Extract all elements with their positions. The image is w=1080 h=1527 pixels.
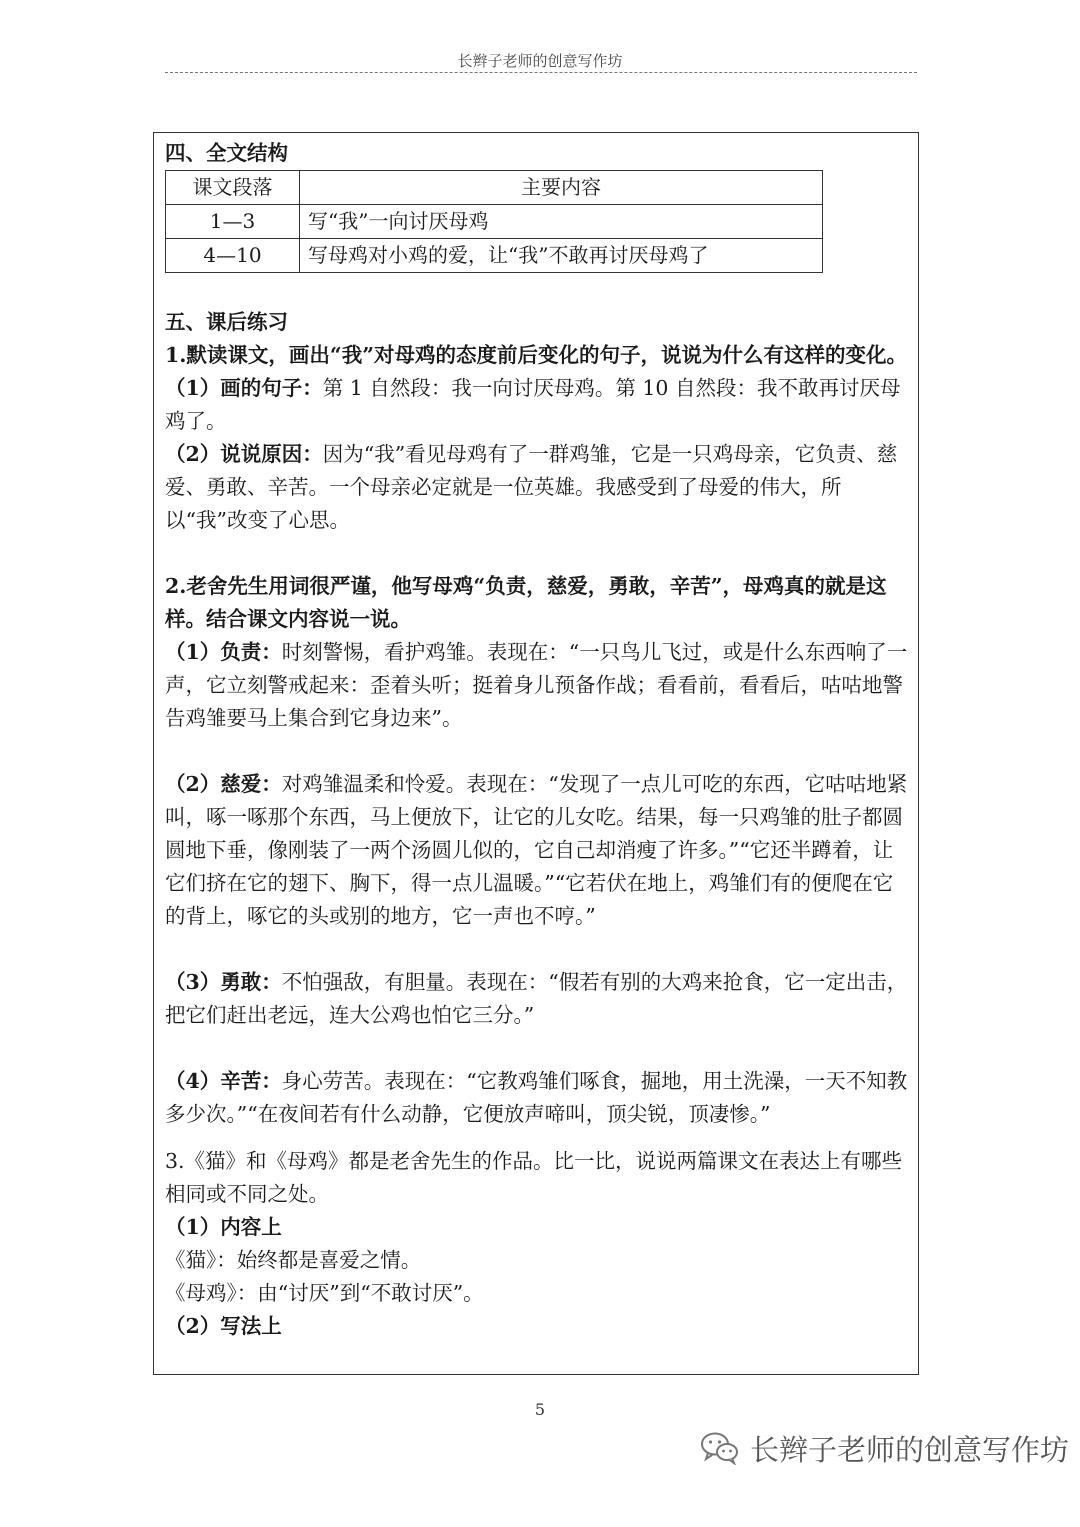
header-rule: [165, 72, 917, 73]
q2-answer-4: [165, 1065, 908, 1131]
q1-answer-1: [165, 372, 908, 438]
q2-answer-1: [165, 636, 908, 735]
q3-answer-2-label: （2）写法上: [165, 1314, 282, 1338]
watermark: [700, 1428, 1069, 1468]
q3-line-hen: 《母鸡》：由“讨厌”到“不敢讨厌”。: [165, 1281, 484, 1305]
spacer: [165, 1131, 908, 1145]
structure-table: [165, 170, 823, 273]
table-cell: 1—3: [166, 205, 300, 239]
answer-label: （1）画的句子：: [165, 376, 323, 400]
q3-answer-1-label: （1）内容上: [165, 1215, 282, 1239]
spacer: [165, 273, 908, 306]
answer-label: （2）说说原因：: [165, 442, 323, 466]
table-cell: 写母鸡对小鸡的爱，让“我”不敢再讨厌母鸡了: [300, 239, 823, 273]
q2-answer-3: [165, 966, 908, 1032]
answer-text: 身心劳苦。表现在：“它教鸡雏们啄食，掘地，用土洗澡，一天不知教多少次。”“在夜间若有什么动静，它便放声啼叫，顶尖锐，顶凄惨。”: [165, 1069, 908, 1126]
q1-question: 1.默读课文，画出“我”对母鸡的态度前后变化的句子，说说为什么有这样的变化。: [165, 343, 907, 367]
section5-heading: 五、课后练习: [165, 310, 288, 334]
answer-label: （4）辛苦：: [165, 1069, 282, 1093]
q2-answer-2: [165, 768, 908, 933]
answer-text: 因为“我”看见母鸡有了一群鸡雏，它是一只鸡母亲，它负责、慈爱、勇敢、辛苦。一个母亲必定就是一位英雄。我感受到了母爱的伟大，所以“我”改变了心思。: [165, 442, 898, 532]
answer-label: （2）慈爱：: [165, 772, 282, 796]
answer-text: 不怕强敌，有胆量。表现在：“假若有别的大鸡来抢食，它一定出击，把它们赶出老远，连大公鸡也怕它三分。”: [165, 970, 908, 1027]
table-cell: 写“我”一向讨厌母鸡: [300, 205, 823, 239]
table-header-row: [166, 171, 823, 205]
spacer: [165, 537, 908, 570]
col-header-content: 主要内容: [300, 171, 823, 205]
table-row: [166, 205, 823, 239]
answer-label: （3）勇敢：: [165, 970, 282, 994]
answer-text: 时刻警惕，看护鸡雏。表现在：“一只鸟儿飞过，或是什么东西响了一声，它立刻警戒起来：歪着头听；挺着身儿预备作战；看看前，看看后，咕咕地警告鸡雏要马上集合到它身边来”。: [165, 640, 908, 730]
table-cell: 4—10: [166, 239, 300, 273]
spacer: [165, 735, 908, 768]
q3-line-cat: 《猫》：始终都是喜爱之情。: [165, 1248, 422, 1272]
col-header-paragraph: 课文段落: [166, 171, 300, 205]
page-header: 长辫子老师的创意写作坊: [457, 52, 623, 70]
answer-label: （1）负责：: [165, 640, 282, 664]
spacer: [165, 1032, 908, 1065]
spacer: [165, 933, 908, 966]
section4-heading: 四、全文结构: [165, 141, 288, 165]
table-row: [166, 239, 823, 273]
q2-question: 2.老舍先生用词很严谨，他写母鸡“负责，慈爱，勇敢，辛苦”，母鸡真的就是这样。结合课文内容说一说。: [165, 574, 887, 631]
q3-question: 3.《猫》和《母鸡》都是老舍先生的作品。比一比，说说两篇课文在表达上有哪些相同或不同之处。: [165, 1149, 903, 1206]
answer-text: 第 1 自然段：我一向讨厌母鸡。第 10 自然段：我不敢再讨厌母鸡了。: [165, 376, 901, 433]
watermark-text: 长辫子老师的创意写作坊: [750, 1432, 1070, 1467]
q1-answer-2: [165, 438, 908, 537]
wechat-icon: [700, 1431, 740, 1465]
page-number: 5: [534, 1400, 546, 1419]
answer-text: 对鸡雏温柔和怜爱。表现在：“发现了一点儿可吃的东西，它咕咕地紧叫，啄一啄那个东西，马上便放下，让它的儿女吃。结果，每一只鸡雏的肚子都圆圆地下垂，像刚装了一两个汤圆儿似的，它自己却消瘦了许多。”“它还半蹲着，让它们挤在它的翅下、胸下，得一点儿温暖。”“它若伏在地上，鸡雏们有的便爬在它的背上，啄它的头或别的地方，它一声也不哼。”: [165, 772, 908, 928]
content-frame: [153, 132, 919, 1375]
